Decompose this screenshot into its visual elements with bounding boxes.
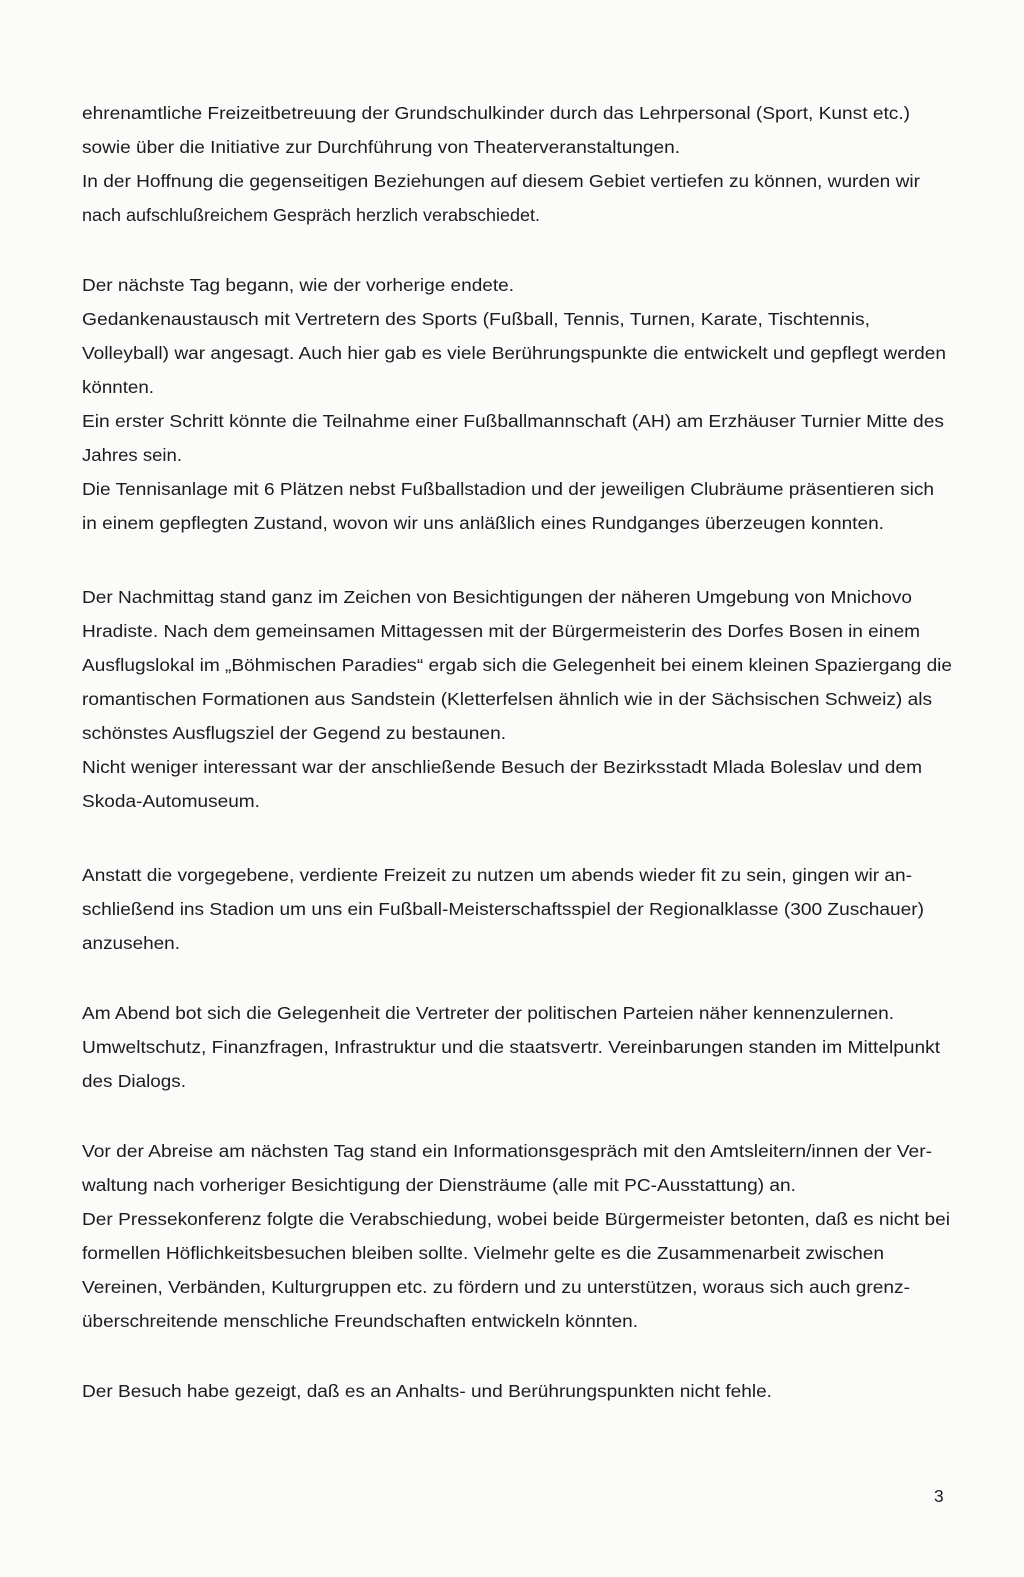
text-line: ehrenamtliche Freizeitbetreuung der Grundschulkinder durch das Lehrpersonal (Sport, Kunst etc.)	[82, 103, 911, 123]
text-line: in einem gepflegten Zustand, wovon wir uns anläßlich eines Rundganges überzeugen konnten.	[82, 513, 884, 533]
text-line: schließend ins Stadion um uns ein Fußball-Meisterschaftsspiel der Regionalklasse (300 Zuschauer)	[82, 899, 925, 919]
text-line: Anstatt die vorgegebene, verdiente Freizeit zu nutzen um abends wieder fit zu sein, gingen wir an-	[82, 865, 912, 885]
text-line: Jahres sein.	[82, 445, 183, 465]
text-line: sowie über die Initiative zur Durchführung von Theaterveranstaltungen.	[82, 137, 681, 157]
text-line: Umweltschutz, Finanzfragen, Infrastruktur und die staatsvertr. Vereinbarungen standen im Mittelpunkt	[82, 1037, 941, 1057]
text-line: Der Pressekonferenz folgte die Verabschiedung, wobei beide Bürgermeister betonten, daß es nicht bei	[82, 1209, 951, 1229]
text-line: nach aufschlußreichem Gespräch herzlich verabschiedet.	[82, 205, 540, 225]
text-line: des Dialogs.	[82, 1071, 187, 1091]
paragraph	[82, 1374, 962, 1408]
text-line: romantischen Formationen aus Sandstein (Kletterfelsen ähnlich wie in der Sächsischen Schweiz) als	[82, 689, 933, 709]
text-line: schönstes Ausflugsziel der Gegend zu bestaunen.	[82, 723, 507, 743]
text-line: Am Abend bot sich die Gelegenheit die Vertreter der politischen Parteien näher kennenzulernen.	[82, 1003, 895, 1023]
text-line: Der nächste Tag begann, wie der vorherige endete.	[82, 275, 514, 295]
text-line: Gedankenaustausch mit Vertretern des Sports (Fußball, Tennis, Turnen, Karate, Tischtennis,	[82, 309, 871, 329]
text-line: Skoda-Automuseum.	[82, 791, 260, 811]
text-line: waltung nach vorheriger Besichtigung der Diensträume (alle mit PC-Ausstattung) an.	[82, 1175, 796, 1195]
paragraph	[82, 268, 962, 540]
paragraph	[82, 1134, 962, 1338]
text-line: überschreitende menschliche Freundschaften entwickeln könnten.	[82, 1311, 638, 1331]
text-line: Vor der Abreise am nächsten Tag stand ein Informationsgespräch mit den Amtsleitern/innen der Ver-	[82, 1141, 933, 1161]
text-line: In der Hoffnung die gegenseitigen Beziehungen auf diesem Gebiet vertiefen zu können, wurden wir	[82, 171, 920, 191]
paragraph	[82, 996, 962, 1098]
paragraph	[82, 580, 962, 818]
text-line: Ein erster Schritt könnte die Teilnahme einer Fußballmannschaft (AH) am Erzhäuser Turnier Mitte des	[82, 411, 944, 431]
text-line: Nicht weniger interessant war der anschließende Besuch der Bezirksstadt Mlada Boleslav und dem	[82, 757, 923, 777]
page-number: 3	[934, 1486, 944, 1506]
paragraph	[82, 858, 962, 960]
text-line: formellen Höflichkeitsbesuchen bleiben sollte. Vielmehr gelte es die Zusammenarbeit zwischen	[82, 1243, 884, 1263]
text-line: Ausflugslokal im „Böhmischen Paradies“ ergab sich die Gelegenheit bei einem kleinen Spaziergang die	[82, 655, 953, 675]
text-line: Die Tennisanlage mit 6 Plätzen nebst Fußballstadion und der jeweiligen Clubräume präsentieren sich	[82, 479, 935, 499]
text-line: Hradiste. Nach dem gemeinsamen Mittagessen mit der Bürgermeisterin des Dorfes Bosen in einem	[82, 621, 921, 641]
text-line: anzusehen.	[82, 933, 180, 953]
text-line: Vereinen, Verbänden, Kulturgruppen etc. zu fördern und zu unterstützen, woraus sich auch grenz-	[82, 1277, 910, 1297]
text-line: Volleyball) war angesagt. Auch hier gab es viele Berührungspunkte die entwickelt und gepflegt werden	[82, 343, 946, 363]
text-line: Der Nachmittag stand ganz im Zeichen von Besichtigungen der näheren Umgebung von Mnichovo	[82, 587, 912, 607]
text-line: Der Besuch habe gezeigt, daß es an Anhalts- und Berührungspunkten nicht fehle.	[82, 1381, 772, 1401]
paragraph	[82, 96, 962, 232]
text-line: könnten.	[82, 377, 155, 397]
